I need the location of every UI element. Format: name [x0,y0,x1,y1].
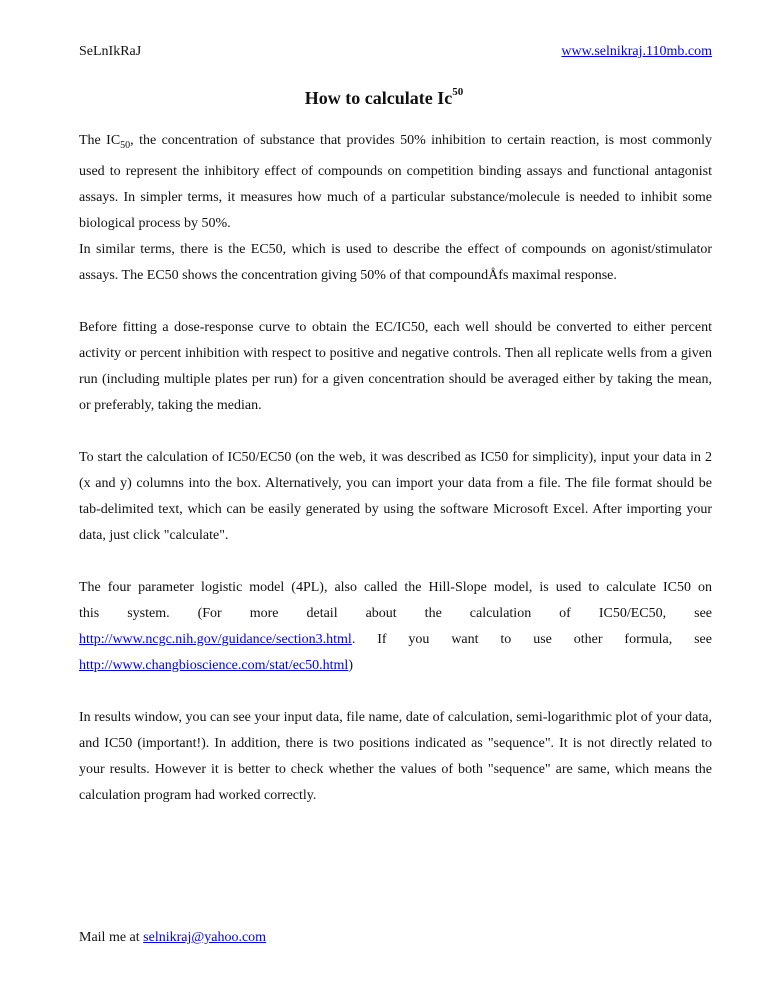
p1-rest: , the concentration of substance that provides 50% inhibition to certain reaction, is most commonly used to represent the inhibitory effect of compounds on competition binding assays and functional antagonist assays. In simpler terms, it measures how much of a particular substance/molecule is needed to inhibit some biological process by 50%. [79,133,713,231]
header-author: SeLnIkRaJ [79,44,142,59]
p1-subscript: 50 [120,139,131,151]
p5-line1: The four parameter logistic model (4PL), also called the Hill-Slope model, is used to calculate IC50 on [79,579,712,595]
paragraph-ec50: In similar terms, there is the EC50, which is used to describe the effect of compounds on agonist/stimulator assays. The EC50 shows the concentration giving 50% of that compoundÅfs maximal response. [79,241,712,283]
paragraph-dose-response: Before fitting a dose-response curve to obtain the EC/IC50, each well should be converted to either percent activity or percent inhibition with respect to positive and negative controls. Then all replicate wells from a given run (including multiple plates per run) for a given concentration should be averaged either by taking the mean, or preferably, taking the median. [79,319,712,413]
email-link[interactable]: selnikraj@yahoo.com [143,930,267,945]
p5-line3 [79,627,712,653]
changbioscience-link[interactable]: http://www.changbioscience.com/stat/ec50.html [79,657,349,673]
paragraph-ic50-definition [79,128,712,237]
paragraph-4pl-model [79,575,712,679]
page-footer [79,930,266,946]
paragraph-results-window: In results window, you can see your input data, file name, date of calculation, semi-logarithmic plot of your data, and IC50 (important!). In addition, there is two positions indicated as "sequence". It is not directly related to your results. However it is better to check whether the values of both "sequence" are same, which means the calculation program had worked correctly. [79,709,712,803]
ncgc-link[interactable]: http://www.ncgc.nih.gov/guidance/section3.html [79,631,352,647]
p5-line4 [79,653,712,679]
page-header [79,44,712,64]
p5-end: ) [348,657,353,673]
title-superscript: 50 [452,86,464,98]
document-body [79,128,712,809]
paragraph-calculation-start: To start the calculation of IC50/EC50 (on the web, it was described as IC50 for simplicity), input your data in 2 (x and y) columns into the box. Alternatively, you can import your data from a file. The file format should be tab-delimited text, which can be easily generated by using the software Microsoft Excel. After importing your data, just click "calculate". [79,449,712,543]
p5-mid: . If you want to use other formula, see [351,631,712,647]
header-website-link[interactable]: www.selnikraj.110mb.com [561,44,712,59]
page-title [0,88,768,109]
p5-line2: this system. (For more detail about the calculation of IC50/EC50, see [79,605,712,621]
title-text: How to calculate Ic [304,88,453,108]
footer-prefix: Mail me at [79,930,144,945]
p1-start: The IC [79,133,121,148]
